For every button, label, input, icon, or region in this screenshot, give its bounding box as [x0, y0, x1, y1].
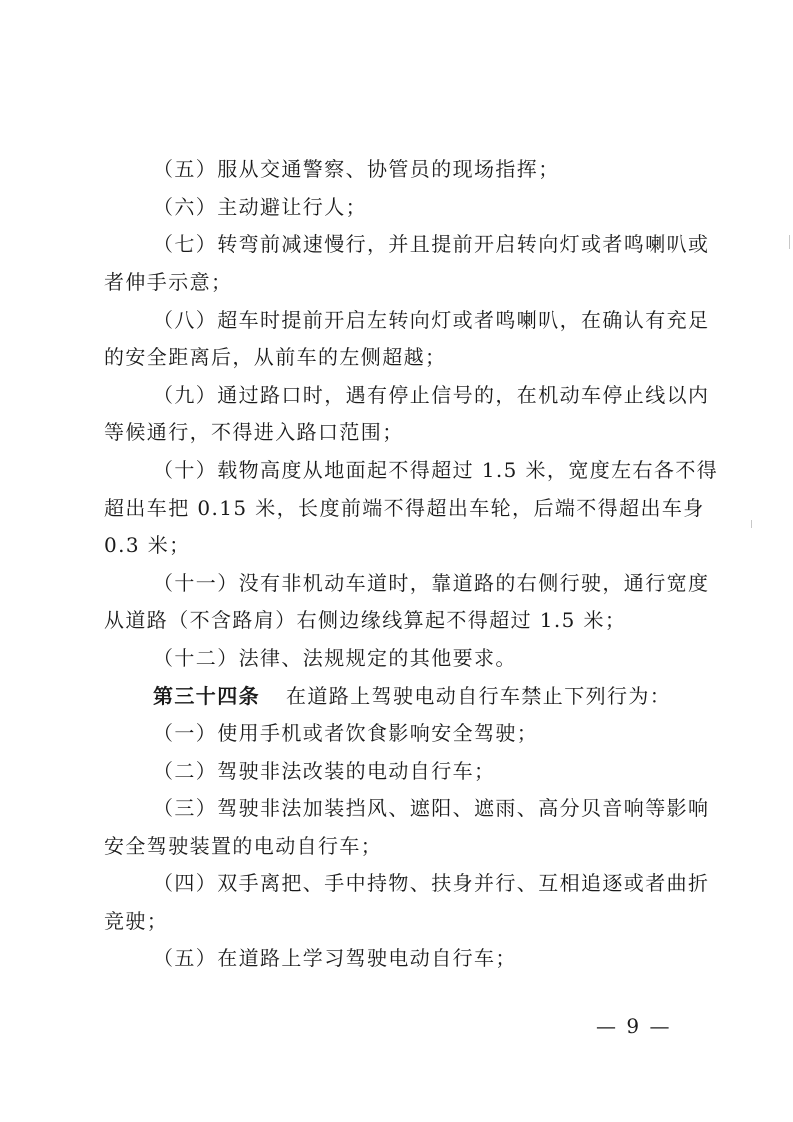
text-line: （五）服从交通警察、协管员的现场指挥；	[153, 157, 560, 181]
text-line: 0.3 米；	[104, 533, 191, 557]
scan-edge-mark	[751, 520, 752, 528]
page-number: — 9 —	[596, 1014, 672, 1038]
text-line: （七）转弯前减速慢行，并且提前开启转向灯或者鸣喇叭或	[153, 232, 710, 256]
text-line: （一）使用手机或者饮食影响安全驾驶；	[153, 721, 539, 745]
text-line: （六）主动避让行人；	[153, 195, 367, 219]
text-line: （十二）法律、法规规定的其他要求。	[153, 646, 517, 670]
article-line	[153, 682, 671, 710]
text-line: 等候通行，不得进入路口范围；	[104, 420, 404, 444]
text-line: 竞驶；	[104, 909, 169, 933]
text-line: 超出车把 0.15 米，长度前端不得超出车轮，后端不得超出车身	[104, 496, 705, 520]
article-text: 在道路上驾驶电动自行车禁止下列行为：	[286, 684, 672, 708]
text-line: （四）双手离把、手中持物、扶身并行、互相追逐或者曲折	[153, 871, 710, 895]
text-line: （八）超车时提前开启左转向灯或者鸣喇叭，在确认有充足	[153, 308, 710, 332]
scan-edge-mark	[789, 235, 790, 249]
text-line: （二）驾驶非法改装的电动自行车；	[153, 759, 496, 783]
text-line: 安全驾驶装置的电动自行车；	[104, 834, 383, 858]
text-line: （三）驾驶非法加装挡风、遮阳、遮雨、高分贝音响等影响	[153, 796, 710, 820]
text-line: 从道路（不含路肩）右侧边缘线算起不得超过 1.5 米；	[104, 608, 627, 632]
text-line: （十一）没有非机动车道时，靠道路的右侧行驶，通行宽度	[153, 571, 710, 595]
article-heading: 第三十四条	[153, 684, 260, 708]
text-line: 的安全距离后，从前车的左侧超越；	[104, 345, 447, 369]
text-line: 者伸手示意；	[104, 270, 233, 294]
text-line: （九）通过路口时，遇有停止信号的，在机动车停止线以内	[153, 383, 710, 407]
text-line: （十）载物高度从地面起不得超过 1.5 米，宽度左右各不得	[153, 458, 719, 482]
text-line: （五）在道路上学习驾驶电动自行车；	[153, 946, 517, 970]
